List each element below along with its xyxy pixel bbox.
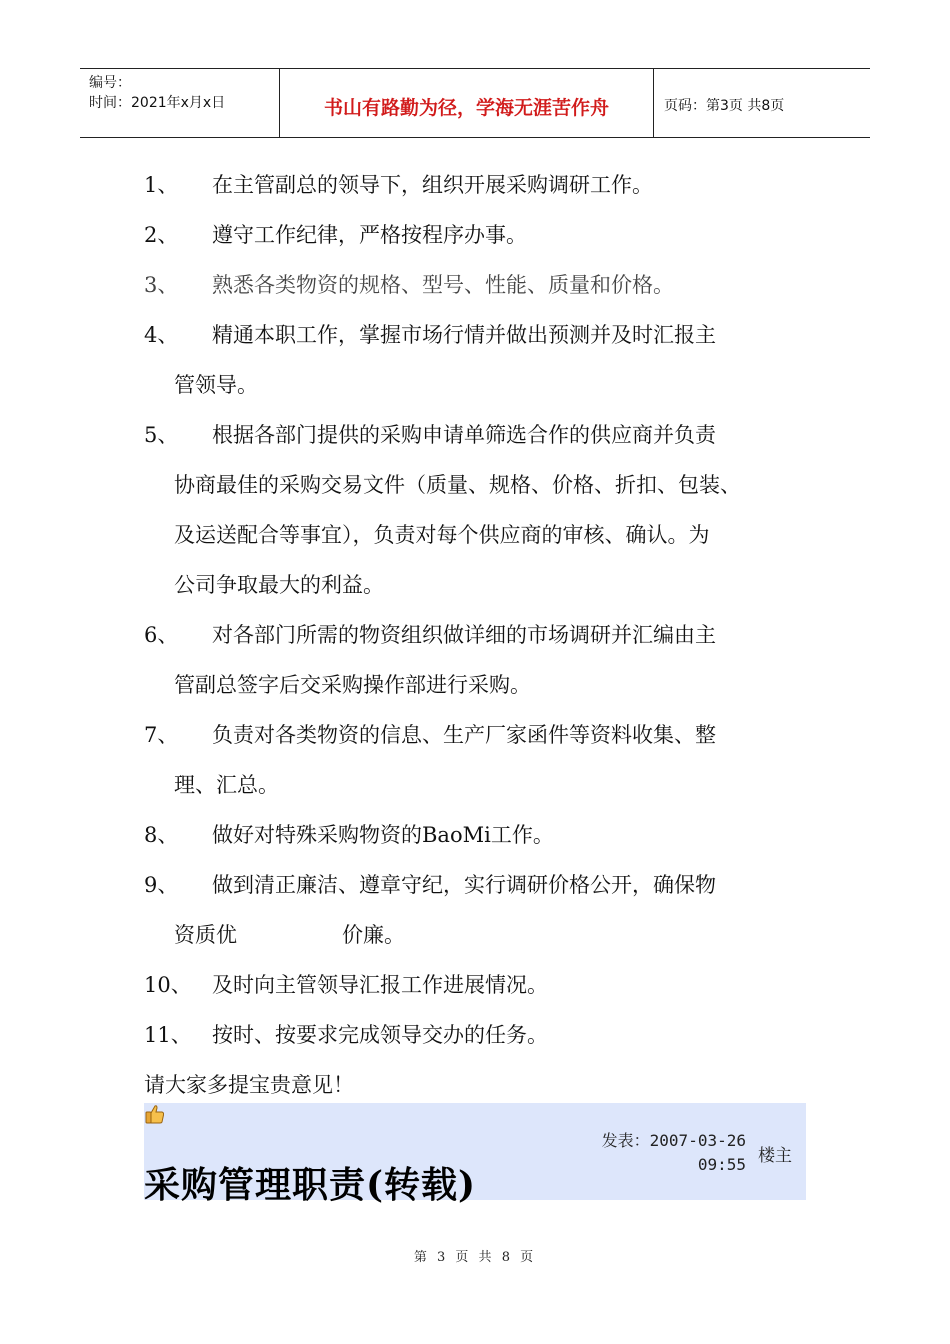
list-item <box>144 860 824 910</box>
item-text: 根据各部门提供的采购申请单筛选合作的供应商并负责 <box>212 423 716 447</box>
item-text: 做好对特殊采购物资的BaoMi工作。 <box>212 823 554 847</box>
duty-list <box>144 160 824 1110</box>
list-item-continuation <box>144 560 824 610</box>
list-item <box>144 160 824 210</box>
item-number: 1、 <box>144 173 179 197</box>
header-motto: 书山有路勤为径，学海无涯苦作舟 <box>280 69 654 137</box>
page-footer: 第 3 页 共 8 页 <box>413 1250 537 1265</box>
item-number: 5、 <box>144 423 179 447</box>
item-number: 2、 <box>144 223 179 247</box>
item-text: 精通本职工作，掌握市场行情并做出预测并及时汇报主 <box>212 323 716 347</box>
item-text: 对各部门所需的物资组织做详细的市场调研并汇编由主 <box>212 623 716 647</box>
item-text: 管副总签字后交采购操作部进行采购。 <box>174 673 531 697</box>
item-text: 按时、按要求完成领导交办的任务。 <box>212 1023 548 1047</box>
page-header <box>80 68 870 138</box>
list-item <box>144 710 824 760</box>
list-item-continuation <box>144 760 824 810</box>
list-item <box>144 310 824 360</box>
item-text: 理、汇总。 <box>174 773 279 797</box>
item-text: 负责对各类物资的信息、生产厂家函件等资料收集、整 <box>212 723 716 747</box>
post-title: 采购管理职责(转载) <box>144 1164 477 1206</box>
item-number: 6、 <box>144 623 179 647</box>
item-number: 3、 <box>144 273 179 297</box>
item-number: 9、 <box>144 873 179 897</box>
list-item-continuation <box>144 360 824 410</box>
item-text: 做到清正廉洁、遵章守纪，实行调研价格公开，确保物 <box>212 873 716 897</box>
post-role: 楼主 <box>758 1146 792 1166</box>
item-number: 8、 <box>144 823 179 847</box>
list-item <box>144 960 824 1010</box>
list-item <box>144 1010 824 1060</box>
item-text: 管领导。 <box>174 373 258 397</box>
item-text: 资质优 价廉。 <box>174 923 405 947</box>
post-meta <box>594 1129 746 1177</box>
item-text: 在主管副总的领导下，组织开展采购调研工作。 <box>212 173 653 197</box>
item-text: 协商最佳的采购交易文件（质量、规格、价格、折扣、包装、 <box>174 473 741 497</box>
post-date: 发表：2007-03-26 <box>601 1131 746 1150</box>
item-text: 熟悉各类物资的规格、型号、性能、质量和价格。 <box>212 273 674 297</box>
closing-text: 请大家多提宝贵意见！ <box>144 1073 354 1097</box>
list-item-continuation <box>144 460 824 510</box>
post-header-bar <box>144 1103 806 1206</box>
item-number: 11、 <box>144 1023 192 1047</box>
item-number: 4、 <box>144 323 179 347</box>
header-meta <box>80 69 280 137</box>
list-item <box>144 210 824 260</box>
list-item <box>144 260 824 310</box>
item-text: 遵守工作纪律，严格按程序办事。 <box>212 223 527 247</box>
item-number: 10、 <box>144 973 192 997</box>
number-label: 编号： <box>89 75 131 91</box>
thumbs-up-icon <box>144 1103 166 1125</box>
item-text: 及时向主管领导汇报工作进展情况。 <box>212 973 548 997</box>
post-time: 09:55 <box>697 1155 746 1174</box>
list-item-continuation <box>144 660 824 710</box>
header-page-info: 页码：第3页 共8页 <box>664 98 785 114</box>
list-item <box>144 610 824 660</box>
item-text: 公司争取最大的利益。 <box>174 573 384 597</box>
time-label: 时间：2021年x月x日 <box>89 95 226 111</box>
list-item <box>144 410 824 460</box>
item-text: 及运送配合等事宜），负责对每个供应商的审核、确认。为 <box>174 523 710 547</box>
item-number: 7、 <box>144 723 179 747</box>
list-item <box>144 810 824 860</box>
list-item-continuation <box>144 510 824 560</box>
list-item-continuation <box>144 910 824 960</box>
